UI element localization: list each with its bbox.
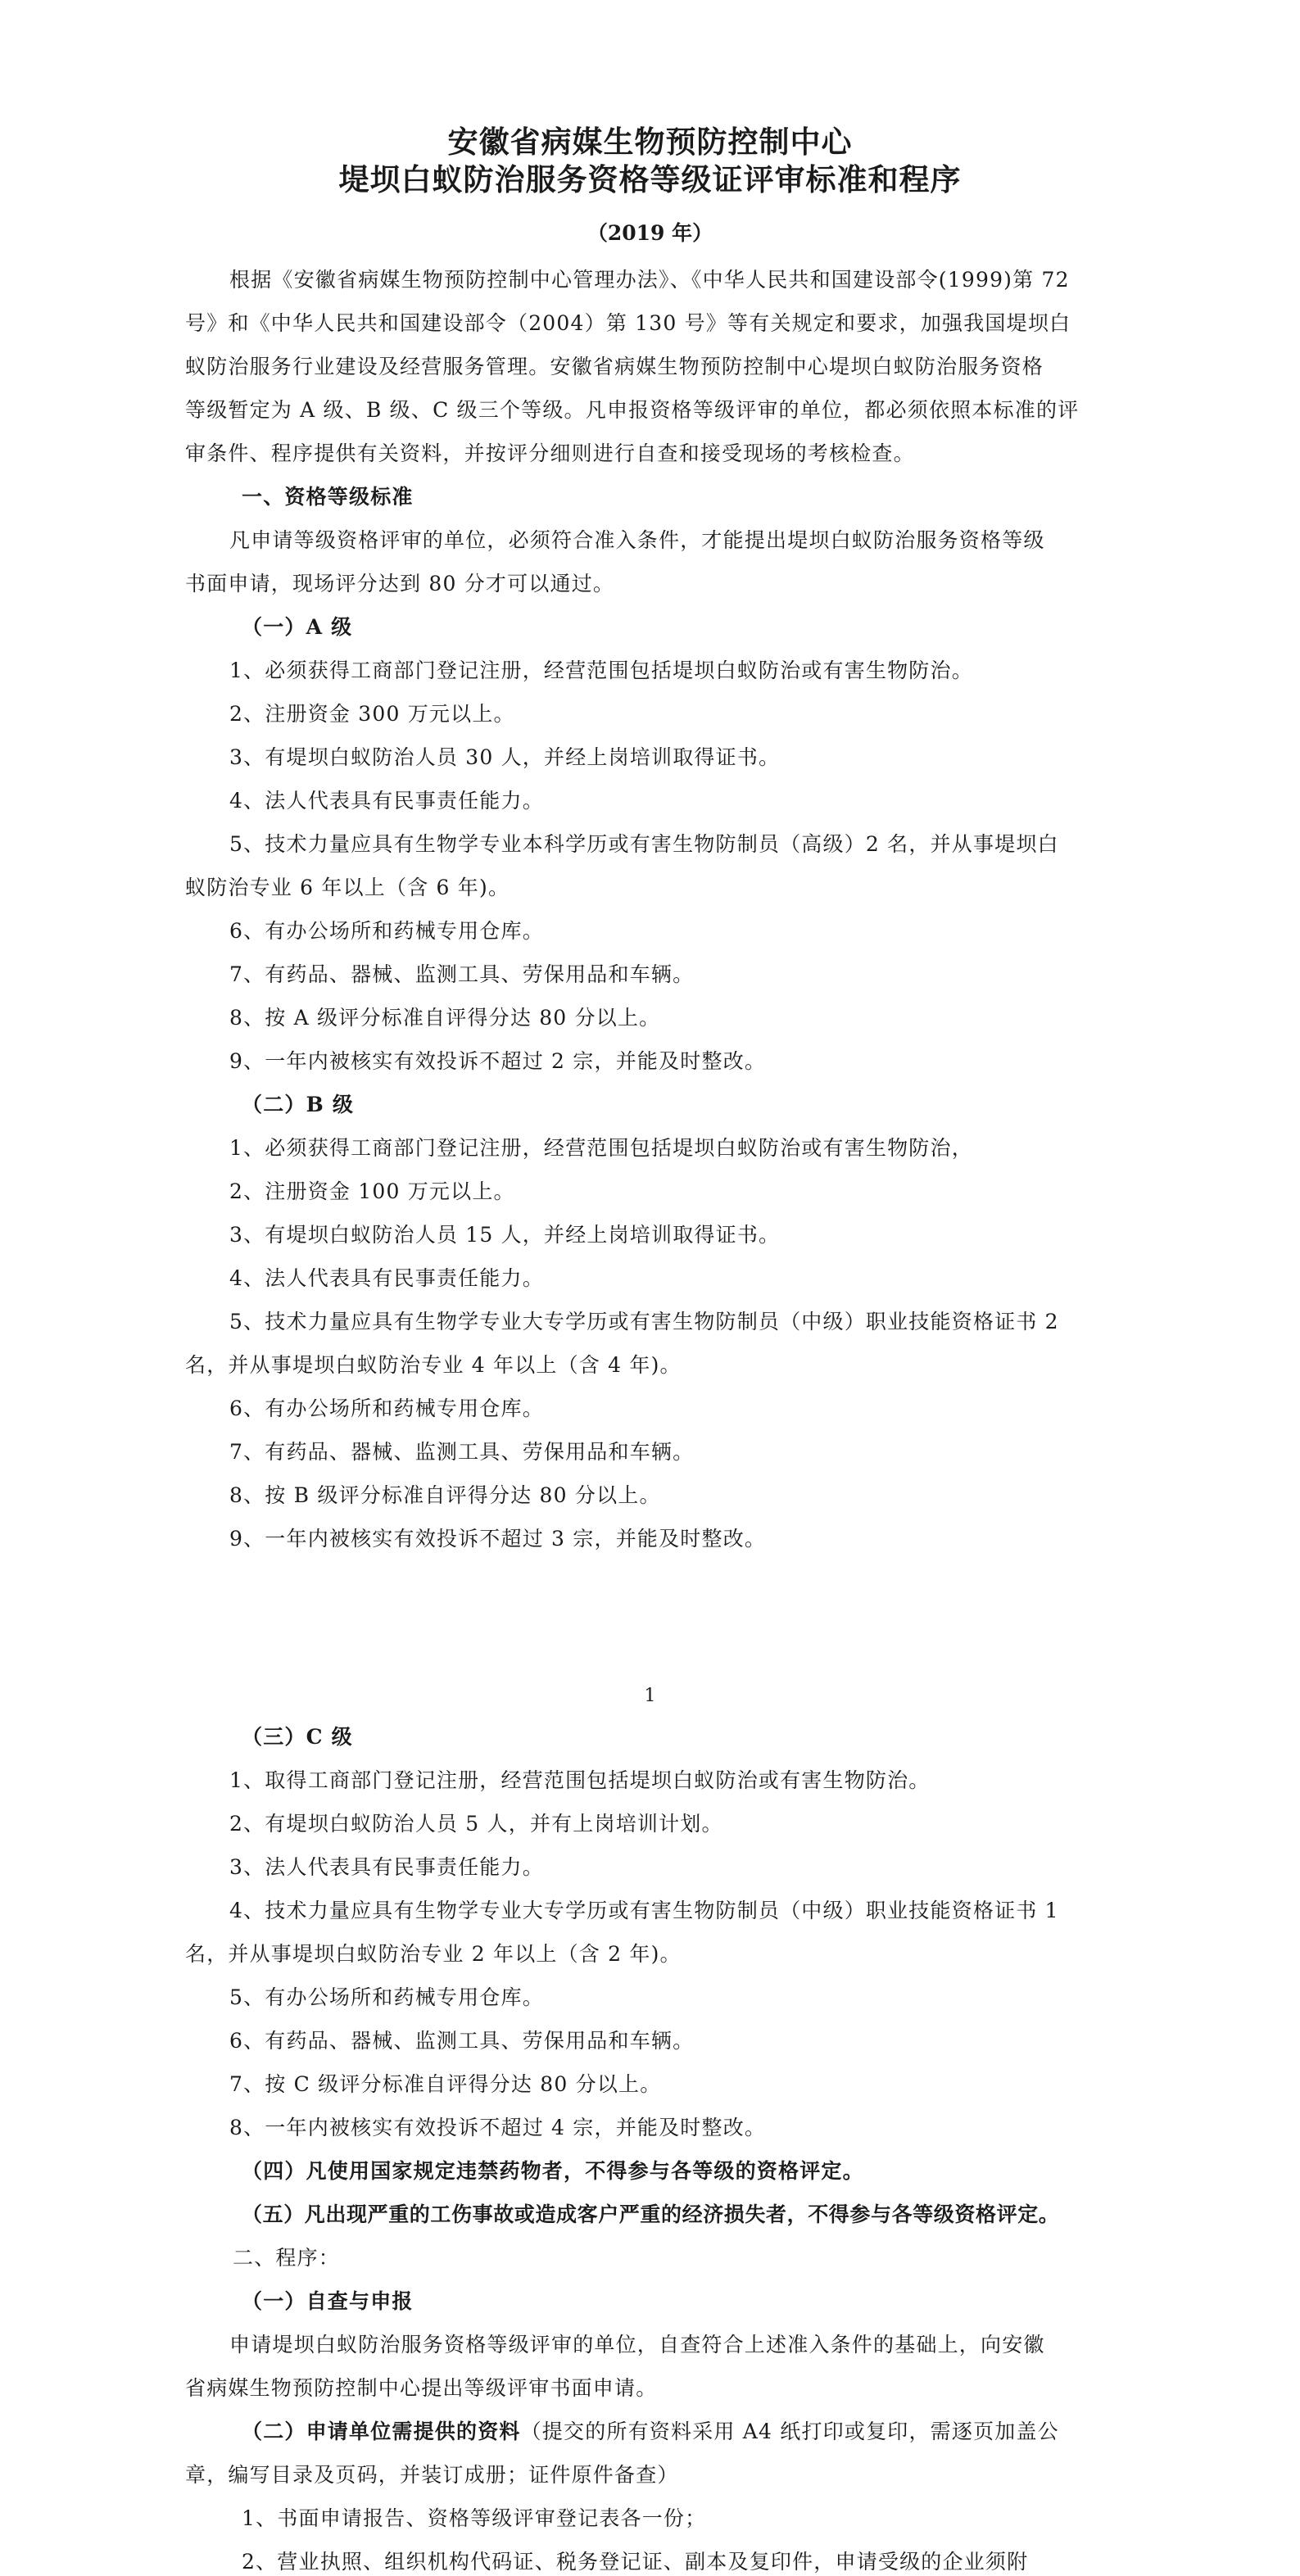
document-title-line1: 安徽省病媒生物预防控制中心	[447, 124, 853, 160]
section-heading-procedure: 二、程序：	[233, 2246, 341, 2270]
list-item: 2、注册资金 100 万元以上。	[229, 1179, 515, 1203]
list-item: 3、有堤坝白蚁防治人员 15 人，并经上岗培训取得证书。	[229, 1223, 781, 1247]
list-item: 4、法人代表具有民事责任能力。	[229, 1266, 544, 1290]
level-c-heading: （三）C 级	[242, 1725, 353, 1749]
intro-line: 根据《安徽省病媒生物预防控制中心管理办法》、《中华人民共和国建设部令(1999)第 72	[229, 268, 1070, 292]
list-item: 8、按 A 级评分标准自评得分达 80 分以上。	[229, 1006, 661, 1030]
list-item: 6、有办公场所和药械专用仓库。	[229, 919, 544, 943]
list-item: 1、取得工商部门登记注册，经营范围包括堤坝白蚁防治或有害生物防治。	[229, 1768, 931, 1792]
list-item: 3、有堤坝白蚁防治人员 30 人，并经上岗培训取得证书。	[229, 745, 781, 769]
level-a-heading: （一）A 级	[242, 615, 353, 639]
sub-heading-materials: （二）申请单位需提供的资料	[242, 2420, 521, 2443]
intro-line: 审条件、程序提供有关资料，并按评分细则进行自查和接受现场的考核检查。	[185, 441, 915, 465]
sub-heading-self-check: （一）自查与申报	[242, 2289, 414, 2313]
list-item: 5、有办公场所和药械专用仓库。	[229, 1985, 544, 2009]
list-item: 1、书面申请报告、资格等级评审登记表各一份；	[242, 2506, 707, 2530]
list-item: 5、技术力量应具有生物学专业本科学历或有害生物防制员（高级）2 名，并从事堤坝白	[229, 832, 1059, 856]
list-item: 名，并从事堤坝白蚁防治专业 2 年以上（含 2 年)。	[185, 1942, 682, 1966]
list-item: 蚁防治专业 6 年以上（含 6 年)。	[185, 876, 510, 899]
page-number: 1	[644, 1686, 656, 1706]
level-b-heading: （二）B 级	[242, 1093, 355, 1116]
list-item: 5、技术力量应具有生物学专业大专学历或有害生物防制员（中级）职业技能资格证书 2	[229, 1310, 1059, 1333]
list-item: 9、一年内被核实有效投诉不超过 3 宗，并能及时整改。	[229, 1527, 767, 1551]
list-item: 9、一年内被核实有效投诉不超过 2 宗，并能及时整改。	[229, 1049, 767, 1073]
list-item: 2、注册资金 300 万元以上。	[229, 702, 515, 726]
document-title-line2: 堤坝白蚁防治服务资格等级证评审标准和程序	[338, 162, 962, 197]
materials-note: （提交的所有资料采用 A4 纸打印或复印，需逐页加盖公	[520, 2420, 1059, 2443]
list-item: 名，并从事堤坝白蚁防治专业 4 年以上（含 4 年)。	[185, 1353, 682, 1377]
self-check-paragraph: 申请堤坝白蚁防治服务资格等级评审的单位，自查符合上述准入条件的基础上，向安徽	[229, 2333, 1045, 2356]
list-item: 4、法人代表具有民事责任能力。	[229, 789, 544, 813]
self-check-paragraph: 省病媒生物预防控制中心提出等级评审书面申请。	[185, 2376, 658, 2400]
list-item: 6、有办公场所和药械专用仓库。	[229, 1397, 544, 1420]
list-item: 1、必须获得工商部门登记注册，经营范围包括堤坝白蚁防治或有害生物防治。	[229, 659, 973, 682]
rule-banned-drugs: （四）凡使用国家规定违禁药物者，不得参与各等级的资格评定。	[242, 2159, 864, 2183]
section1-paragraph: 凡申请等级资格评审的单位，必须符合准入条件，才能提出堤坝白蚁防治服务资格等级	[229, 528, 1045, 552]
list-item: 2、有堤坝白蚁防治人员 5 人，并有上岗培训计划。	[229, 1812, 723, 1836]
section-heading-standards: 一、资格等级标准	[242, 485, 414, 509]
list-item: 1、必须获得工商部门登记注册，经营范围包括堤坝白蚁防治或有害生物防治，	[229, 1136, 973, 1160]
list-item: 2、营业执照、组织机构代码证、税务登记证、副本及复印件，申请受级的企业须附	[242, 2550, 1029, 2574]
list-item: 8、按 B 级评分标准自评得分达 80 分以上。	[229, 1483, 661, 1507]
materials-note: 章，编写目录及页码，并装订成册；证件原件备查）	[185, 2463, 679, 2487]
list-item: 4、技术力量应具有生物学专业大专学历或有害生物防制员（中级）职业技能资格证书 1	[229, 1899, 1059, 1922]
rule-serious-accidents: （五）凡出现严重的工伤事故或造成客户严重的经济损失者，不得参与各等级资格评定。	[242, 2203, 1060, 2226]
list-item: 3、法人代表具有民事责任能力。	[229, 1855, 544, 1879]
list-item: 8、一年内被核实有效投诉不超过 4 宗，并能及时整改。	[229, 2116, 767, 2139]
list-item: 7、按 C 级评分标准自评得分达 80 分以上。	[229, 2072, 662, 2096]
document-year: （2019 年）	[587, 221, 713, 245]
list-item: 7、有药品、器械、监测工具、劳保用品和车辆。	[229, 962, 695, 986]
section1-paragraph: 书面申请，现场评分达到 80 分才可以通过。	[185, 572, 615, 595]
intro-line: 号》和《中华人民共和国建设部令（2004）第 130 号》等有关规定和要求，加强我国堤坝白	[185, 311, 1071, 335]
materials-line	[242, 2418, 1059, 2446]
intro-line: 等级暂定为 A 级、B 级、C 级三个等级。凡申报资格等级评审的单位，都必须依照本标准的评	[185, 398, 1080, 422]
list-item: 6、有药品、器械、监测工具、劳保用品和车辆。	[229, 2029, 695, 2053]
intro-line: 蚁防治服务行业建设及经营服务管理。安徽省病媒生物预防控制中心堤坝白蚁防治服务资格	[185, 355, 1044, 378]
list-item: 7、有药品、器械、监测工具、劳保用品和车辆。	[229, 1440, 695, 1464]
